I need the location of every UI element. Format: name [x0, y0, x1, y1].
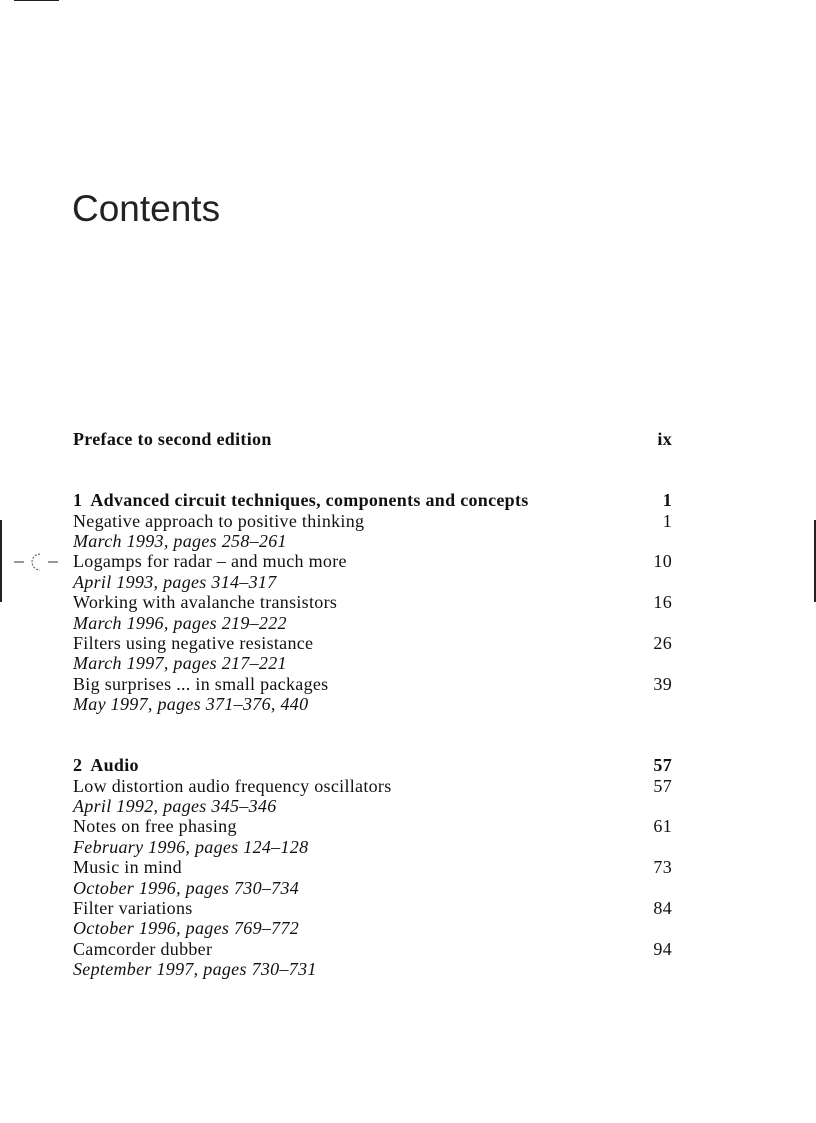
- article-page: 84: [653, 898, 672, 919]
- article-source: [73, 613, 672, 633]
- article-title: Camcorder dubber: [73, 938, 213, 959]
- article-entry: [73, 551, 672, 571]
- article-page: 1: [662, 510, 672, 531]
- article-source-text: March 1996, pages 219–222: [73, 612, 287, 633]
- article-entry: [73, 776, 672, 796]
- article-entry: [73, 633, 672, 653]
- article-source: [73, 653, 672, 673]
- article-entry: [73, 816, 672, 836]
- preface-page: ix: [657, 429, 672, 449]
- article-source-text: February 1996, pages 124–128: [73, 836, 309, 857]
- article-source-text: April 1992, pages 345–346: [73, 796, 277, 817]
- chapter-heading: [73, 755, 672, 775]
- article-source: [73, 878, 672, 898]
- article-source-text: March 1997, pages 217–221: [73, 653, 287, 674]
- article-source: [73, 572, 672, 592]
- crop-mark-left: [0, 520, 2, 602]
- table-of-contents: [73, 429, 672, 980]
- article-page: 61: [653, 816, 672, 837]
- chapter-number: 2: [73, 755, 83, 776]
- article-entry: [73, 857, 672, 877]
- chapter-title: [73, 490, 529, 510]
- chapter-title: [73, 755, 139, 775]
- article-title: Filter variations: [73, 898, 193, 919]
- article-page: 39: [653, 673, 672, 694]
- article-title: Working with avalanche transistors: [73, 592, 338, 613]
- chapter-heading: [73, 490, 672, 510]
- article-page: 16: [653, 592, 672, 613]
- article-title: Big surprises ... in small packages: [73, 673, 329, 694]
- article-entry: [73, 511, 672, 531]
- article-entry: [73, 592, 672, 612]
- article-title: Low distortion audio frequency oscillators: [73, 775, 392, 796]
- article-entry: [73, 898, 672, 918]
- article-title: Notes on free phasing: [73, 816, 237, 837]
- article-source-text: April 1993, pages 314–317: [73, 571, 277, 592]
- article-source: [73, 959, 672, 979]
- article-page: 94: [653, 938, 672, 959]
- article-entry: [73, 674, 672, 694]
- crop-mark-top: [14, 0, 59, 1]
- registration-mark-icon: [14, 552, 60, 572]
- article-entry: [73, 939, 672, 959]
- toc-preface: [73, 429, 672, 449]
- chapter-number: 1: [73, 490, 83, 511]
- article-title: Music in mind: [73, 857, 182, 878]
- article-source: [73, 918, 672, 938]
- article-title: Negative approach to positive thinking: [73, 510, 365, 531]
- article-page: 57: [653, 775, 672, 796]
- article-source-text: September 1997, pages 730–731: [73, 959, 317, 980]
- article-source-text: May 1997, pages 371–376, 440: [73, 694, 309, 715]
- chapter-title-text: Audio: [90, 755, 139, 776]
- article-title: Filters using negative resistance: [73, 632, 314, 653]
- page-title: Contents: [72, 188, 221, 229]
- article-source: [73, 796, 672, 816]
- preface-title: Preface to second edition: [73, 429, 272, 449]
- article-page: 73: [653, 857, 672, 878]
- article-source: [73, 694, 672, 714]
- article-source-text: October 1996, pages 769–772: [73, 918, 300, 939]
- article-page: 26: [653, 632, 672, 653]
- chapter-title-text: Advanced circuit techniques, components and concepts: [90, 490, 529, 511]
- article-source: [73, 837, 672, 857]
- article-title: Logamps for radar – and much more: [73, 551, 347, 572]
- article-source: [73, 531, 672, 551]
- article-source-text: March 1993, pages 258–261: [73, 530, 287, 551]
- article-source-text: October 1996, pages 730–734: [73, 877, 300, 898]
- article-page: 10: [653, 551, 672, 572]
- chapter-page: 1: [662, 490, 672, 511]
- chapter-page: 57: [653, 755, 672, 776]
